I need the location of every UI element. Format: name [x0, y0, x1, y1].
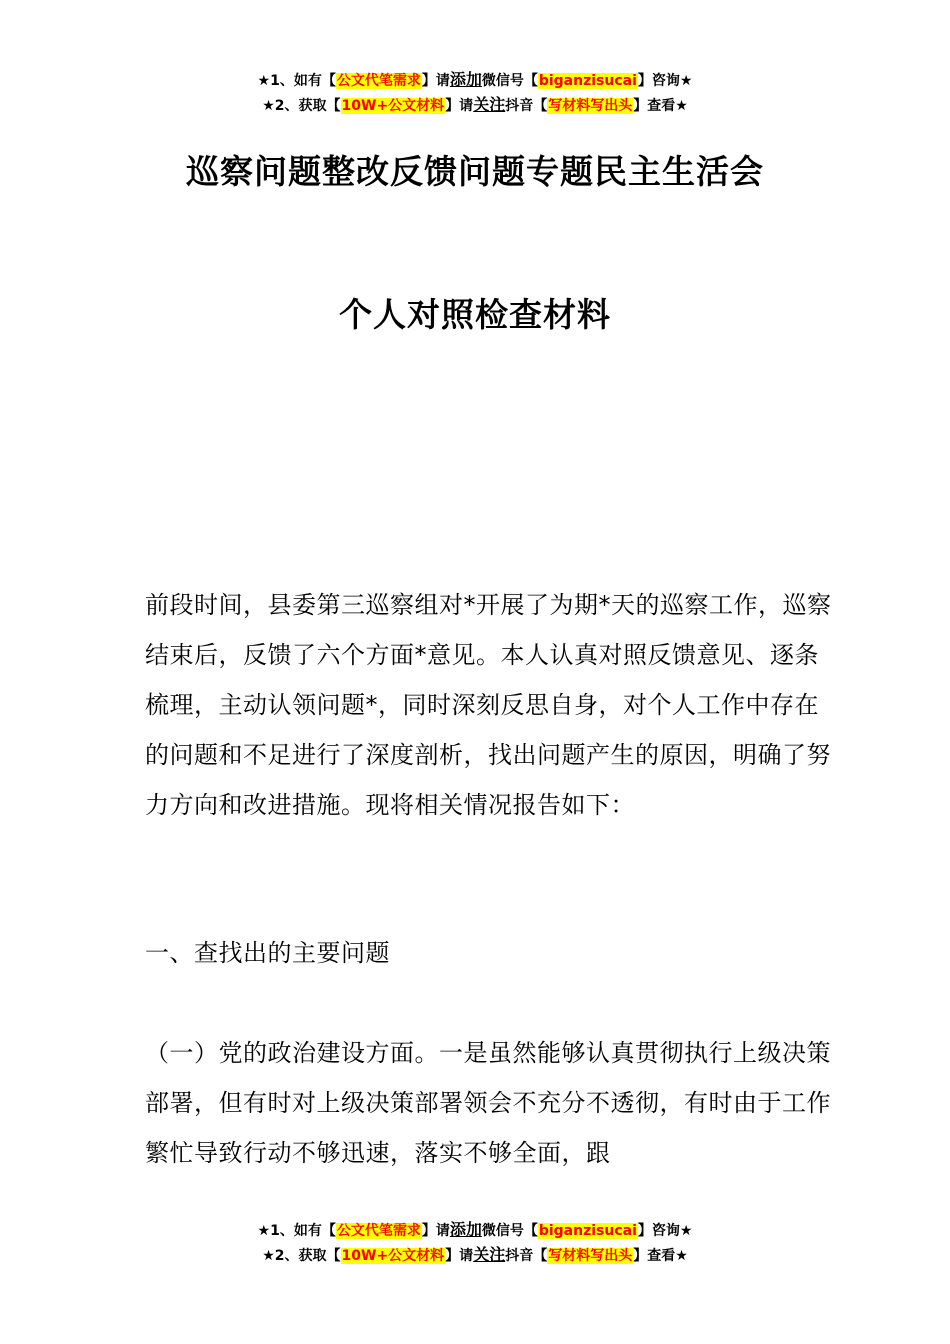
banner-douyin-id: 写材料写出头	[548, 1248, 633, 1264]
banner-text: 】咨询★	[637, 73, 693, 89]
banner-line-2	[0, 93, 950, 118]
banner-douyin-id: 写材料写出头	[548, 98, 633, 114]
banner-text: 】请	[445, 98, 474, 114]
banner-text: 抖音【	[505, 1248, 548, 1264]
banner-text: 】请	[421, 1223, 450, 1239]
banner-emphasis: 关注	[473, 1245, 506, 1264]
banner-highlight: 10W+公文材料	[341, 98, 445, 114]
document-subtitle: 个人对照检查材料	[339, 295, 611, 334]
banner-text: ★1、如有【	[257, 73, 336, 89]
banner-highlight: 10W+公文材料	[341, 1248, 445, 1264]
banner-highlight: 公文代笔需求	[336, 1223, 421, 1239]
banner-text: 】查看★	[633, 1248, 688, 1264]
intro-paragraph: 前段时间，县委第三巡察组对*开展了为期*天的巡察工作，巡察结束后，反馈了六个方面*意见。本人认真对照反馈意见、逐条梳理，主动认领问题*，同时深刻反思自身，对个人工作中存在的问题和不足进行了深度剖析，找出问题产生的原因，明确了努力方向和改进措施。现将相关情况报告如下：	[145, 591, 832, 819]
banner-emphasis: 关注	[473, 95, 506, 114]
banner-text: ★2、获取【	[262, 1248, 341, 1264]
banner-line-1	[0, 68, 950, 93]
banner-emphasis: 添加	[449, 1220, 482, 1239]
header-banner	[0, 68, 950, 118]
banner-emphasis: 添加	[449, 70, 482, 89]
banner-text: 微信号【	[481, 1223, 538, 1239]
document-title: 巡察问题整改反馈问题专题民主生活会	[186, 152, 764, 191]
section-heading: 一、查找出的主要问题	[145, 939, 390, 967]
banner-text: 】咨询★	[637, 1223, 693, 1239]
banner-text: 抖音【	[505, 98, 548, 114]
banner-wechat-id: biganzisucai	[538, 1223, 637, 1239]
banner-text: 微信号【	[481, 73, 538, 89]
banner-text: ★2、获取【	[262, 98, 341, 114]
banner-text: ★1、如有【	[257, 1223, 336, 1239]
banner-highlight: 公文代笔需求	[336, 73, 421, 89]
banner-line-2	[0, 1243, 950, 1268]
section-paragraph: （一）党的政治建设方面。一是虽然能够认真贯彻执行上级决策部署，但有时对上级决策部署领会不充分不透彻，有时由于工作繁忙导致行动不够迅速，落实不够全面，跟	[145, 1039, 831, 1167]
banner-text: 】请	[445, 1248, 474, 1264]
banner-text: 】查看★	[633, 98, 688, 114]
banner-line-1	[0, 1218, 950, 1243]
banner-text: 】请	[421, 73, 450, 89]
banner-wechat-id: biganzisucai	[538, 73, 637, 89]
footer-banner	[0, 1218, 950, 1268]
